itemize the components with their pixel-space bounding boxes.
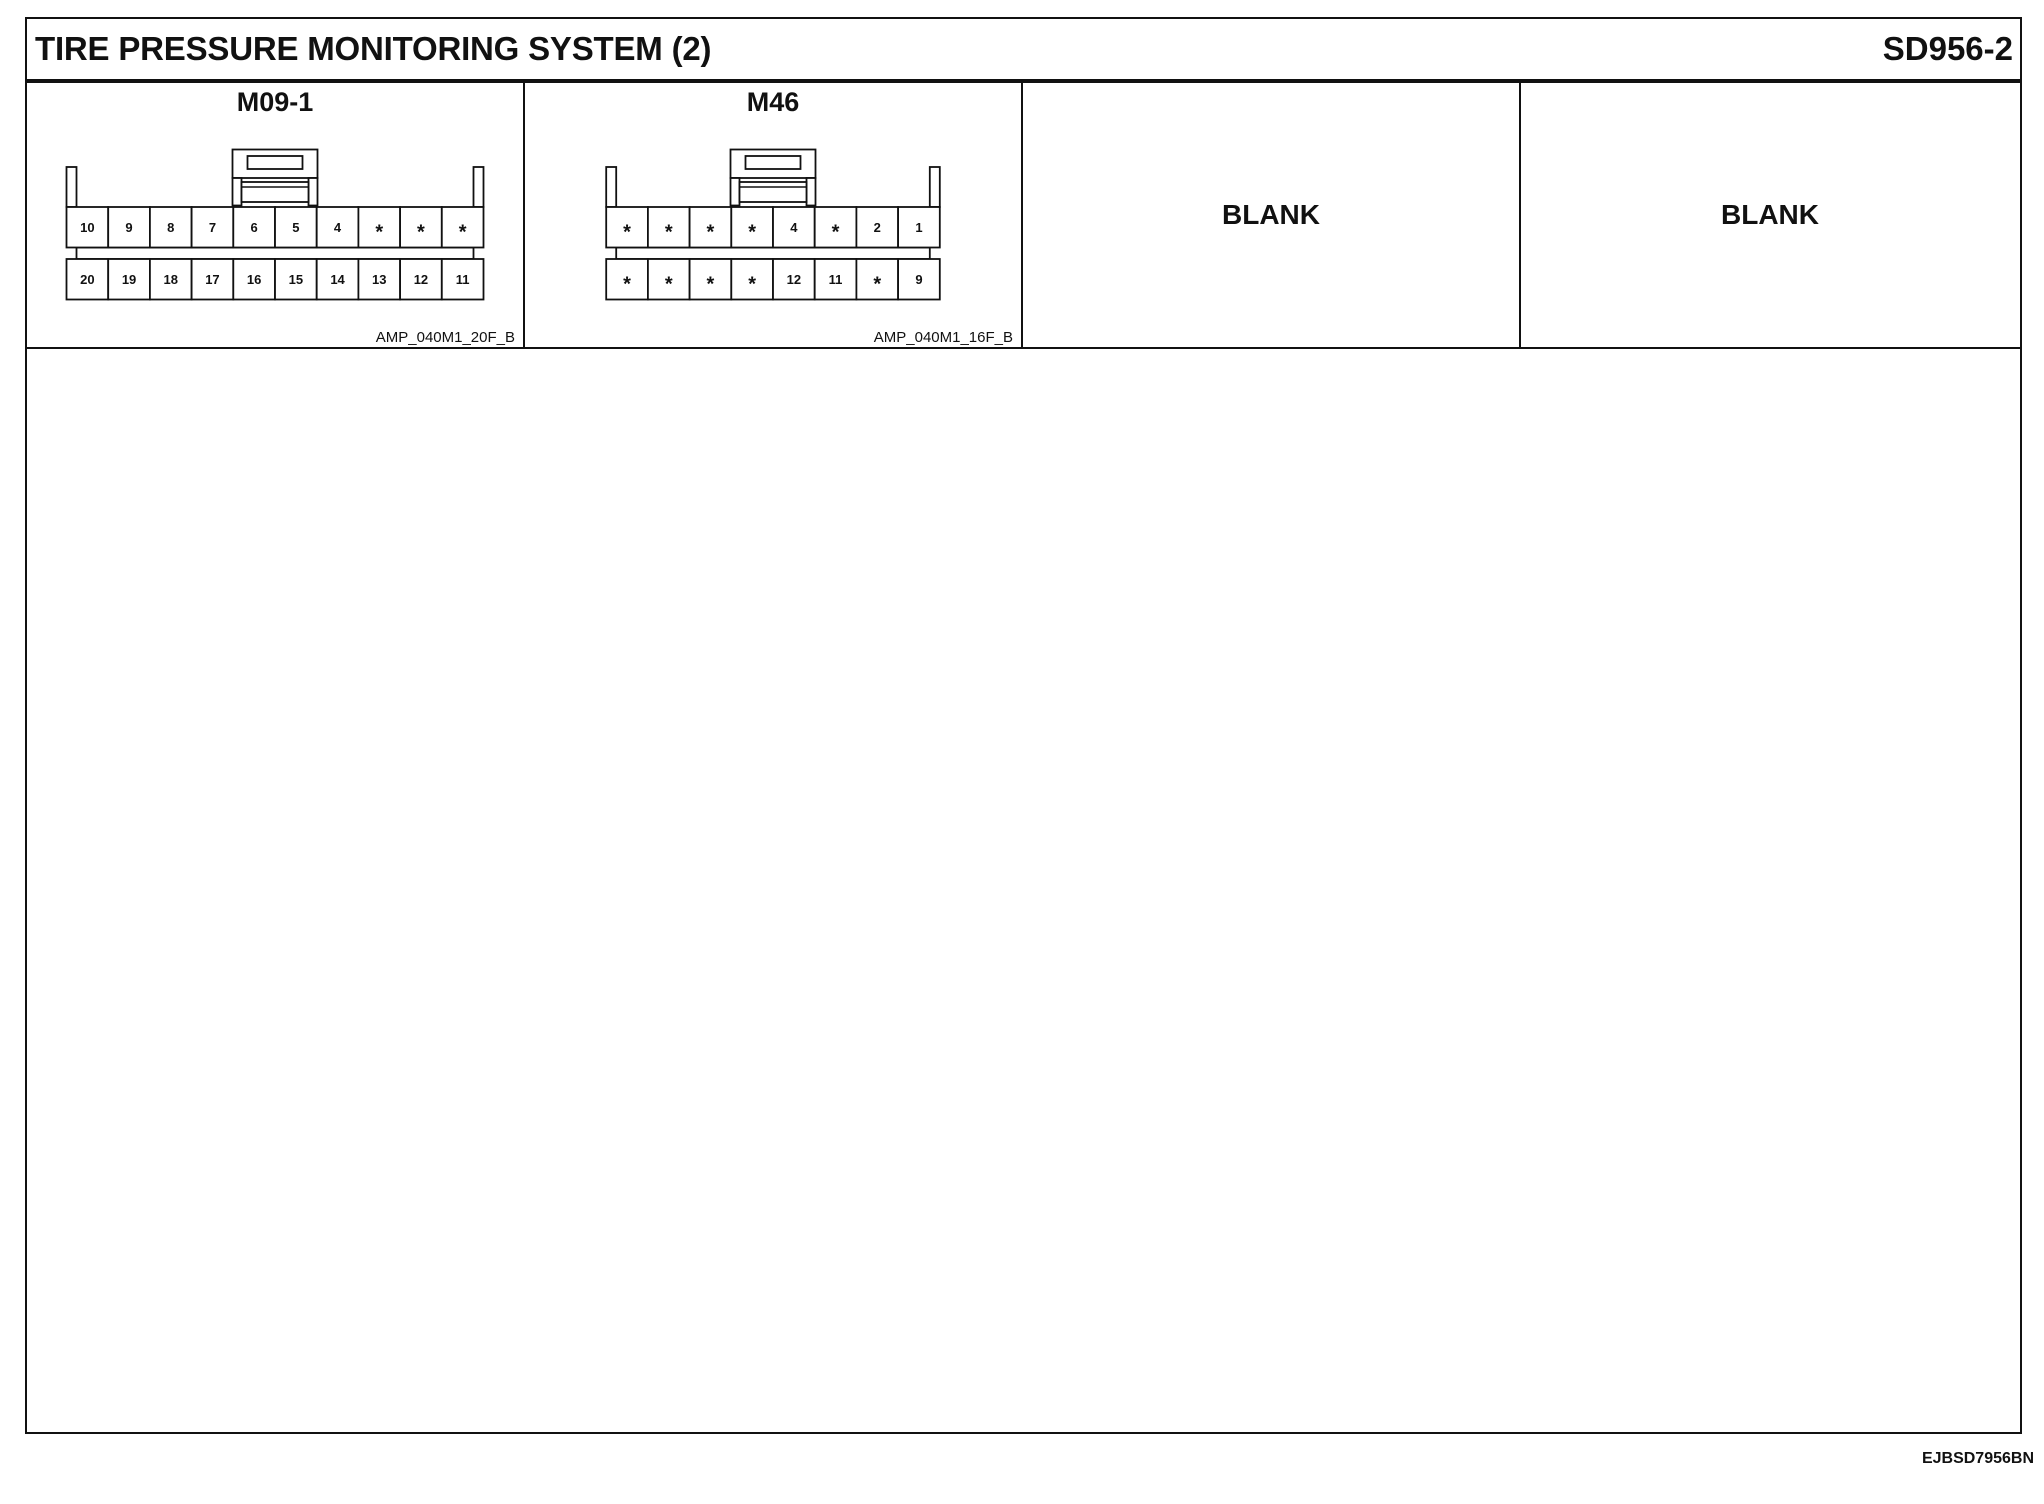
pin-label: 6 [250,219,258,235]
pin-label: 11 [828,271,843,287]
pin-cell [67,259,109,300]
pin-label: 9 [125,219,133,235]
latch-tab-right [807,178,816,206]
connector-drawing [525,83,1021,347]
pin-cell [731,259,773,300]
pin-label: * [375,221,384,244]
title-bar [27,19,2020,83]
connector-panel-m46 [525,83,1023,347]
blank-label: BLANK [1721,199,1819,230]
pin-cell [150,259,192,300]
pin-cell [815,207,857,248]
pin-label: * [623,273,631,296]
connector-panel-m09-1 [27,83,525,347]
connector-post-left [606,167,616,207]
pin-cell [856,259,898,300]
pin-cell [606,207,648,248]
pin-label: * [831,221,840,244]
latch-tab-left [233,178,242,206]
pin-cell [606,259,648,300]
pin-cell [773,259,815,300]
pin-label: * [458,221,467,244]
pin-cell [358,259,400,300]
pin-label: 13 [372,271,387,287]
pin-label: * [748,221,757,244]
pin-label: * [623,221,631,244]
pin-cell [731,207,773,248]
pin-label: 10 [80,219,95,235]
footer-code: EJBSD7956BN [1921,1450,2034,1467]
pin-cell [317,207,359,248]
pin-cell [233,259,275,300]
pin-cell [400,259,442,300]
pin-cell [275,207,317,248]
connector-drawing [27,83,523,347]
latch-tab-right [309,178,318,206]
connector-row [27,83,2020,349]
pin-label: 11 [455,271,470,287]
connector-post-left [67,167,77,207]
latch-slot [740,182,807,202]
pin-cell [773,207,815,248]
pin-label: 7 [208,219,217,235]
pin-cell [856,207,898,248]
connector-name: M09-1 [236,87,314,117]
pin-cell [690,259,732,300]
pin-label: 17 [205,271,220,287]
pin-cell [67,207,109,248]
pin-label: 8 [167,219,175,235]
latch-window [746,156,801,169]
pin-label: * [706,273,715,296]
pin-cell [108,207,150,248]
pin-label: 16 [246,271,262,287]
pin-label: * [664,221,673,244]
pin-label: 20 [80,271,95,287]
pin-label: 4 [333,219,342,235]
pin-cell [192,259,234,300]
pin-cell [815,259,857,300]
pin-label: 18 [163,271,178,287]
pin-label: 4 [790,219,798,235]
pin-cell [442,259,484,300]
latch-window [248,156,303,169]
pin-cell [898,207,940,248]
pin-cell [108,259,150,300]
diagram-frame [25,17,2022,1434]
pin-label: * [873,273,882,296]
pin-label: * [417,221,425,244]
pin-label: 5 [292,219,300,235]
pin-cell [150,207,192,248]
pin-cell [648,259,690,300]
pin-label: 1 [915,219,923,235]
pin-cell [358,207,400,248]
page-code: SD956-2 [1882,30,2013,67]
pin-label: * [706,221,715,244]
pin-cell [690,207,732,248]
pin-cell [400,207,442,248]
pin-cell [192,207,234,248]
blank-panel-1 [1023,83,1521,347]
empty-diagram-area [27,350,2020,1432]
pin-label: 2 [873,219,881,235]
blank-label: BLANK [1222,199,1320,230]
pin-label: 19 [121,271,137,287]
pin-cell [317,259,359,300]
connector-row-divider [616,248,930,260]
blank-panel-2 [1521,83,2019,347]
pin-cell [442,207,484,248]
pin-label: 9 [915,271,923,287]
pin-cell [233,207,275,248]
page-title: TIRE PRESSURE MONITORING SYSTEM (2) [35,30,712,67]
connector-name: M46 [746,87,800,117]
connector-part-number: AMP_040M1_16F_B [873,329,1013,346]
pin-cell [275,259,317,300]
pin-label: 12 [413,271,429,287]
pin-cell [898,259,940,300]
pin-label: 15 [288,271,304,287]
pin-cell [648,207,690,248]
pin-label: 14 [330,271,345,287]
latch-tab-left [731,178,740,206]
pin-label: * [748,273,757,296]
connector-post-right [930,167,940,207]
connector-part-number: AMP_040M1_20F_B [375,329,515,346]
latch-slot [242,182,309,202]
connector-row-divider [77,248,474,260]
pin-label: 12 [786,271,802,287]
pin-label: * [664,273,673,296]
connector-post-right [474,167,484,207]
